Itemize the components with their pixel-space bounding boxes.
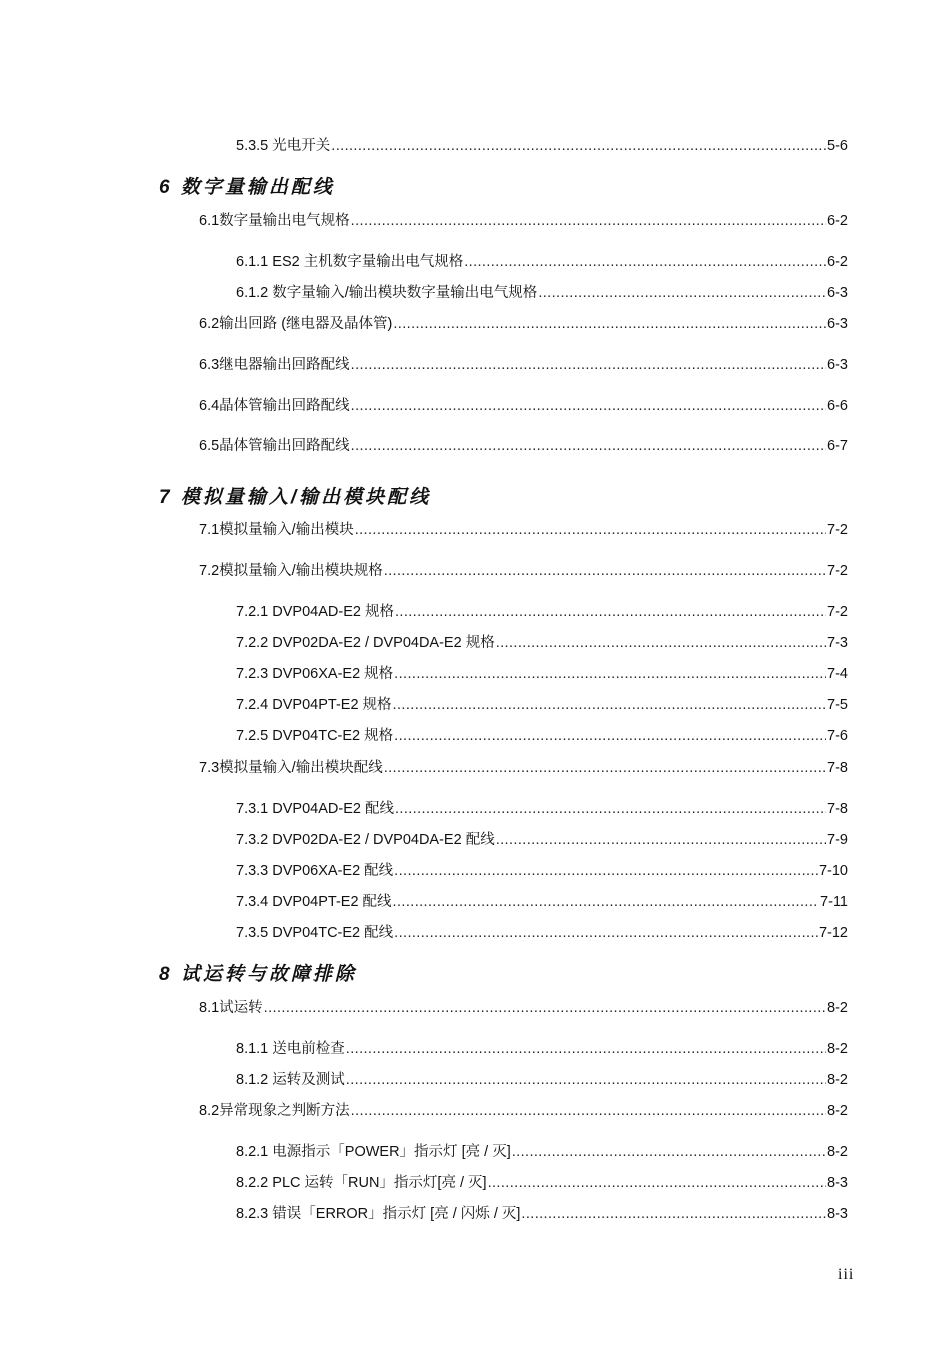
toc-entry-page: 8-2 [827,1144,848,1160]
toc-entry-title: ES2 主机数字量输出电气规格 [272,254,464,270]
toc-entry-page: 8-2 [827,1000,848,1016]
toc-entry [199,562,848,580]
toc-entry [236,1143,848,1161]
toc-entry-title: 输出回路 (继电器及晶体管) [219,316,393,332]
toc-entry [236,1040,848,1058]
toc-entry-title: DVP04PT-E2 配线 [272,894,392,910]
toc-entry-title: DVP02DA-E2 / DVP04DA-E2 配线 [272,832,495,848]
toc-entry-page: 6-6 [827,398,848,414]
toc-entry-number: 7.2.3 [236,666,269,682]
toc-entry-page: 7-2 [827,563,848,579]
toc-leader-dots [394,727,826,745]
toc-leader-dots [393,893,820,911]
toc-entry-number: 6.1.2 [236,285,269,301]
toc-entry-title: 试运转 [219,1000,263,1016]
toc-entry-title: 光电开关 [272,138,331,154]
toc-entry-number: 6.2 [199,316,220,332]
toc-leader-dots [346,1040,826,1058]
toc-entry-number: 7.2.4 [236,697,269,713]
toc-entry-title: 晶体管输出回路配线 [219,398,350,414]
toc-entry [236,1174,848,1192]
toc-entry [236,665,848,683]
toc-entry [199,397,848,415]
toc-entry-title: 模拟量输入/输出模块配线 [219,760,383,776]
toc-entry-title: 晶体管输出回路配线 [219,438,350,454]
toc-entry-page: 7-4 [827,666,848,682]
toc-entry-number: 7.1 [199,522,220,538]
toc-leader-dots [395,603,826,621]
toc-entry-number: 7.3.5 [236,925,269,941]
toc-entry-title: 数字量输出电气规格 [219,213,350,229]
toc-entry [199,437,848,455]
toc-entry [199,759,848,777]
toc-leader-dots [351,437,826,455]
toc-leader-dots [496,634,826,652]
toc-entry-number: 6.5 [199,438,220,454]
toc-entry-number: 8.2.1 [236,1144,269,1160]
toc-entry [236,253,848,271]
toc-entry-title: DVP04AD-E2 规格 [272,604,394,620]
toc-entry-title: DVP04PT-E2 规格 [272,697,392,713]
toc-leader-dots [355,521,826,539]
toc-leader-dots [394,862,818,880]
toc-leader-dots [351,1102,826,1120]
toc-entry [236,1205,848,1223]
toc-entry-page: 7-3 [827,635,848,651]
toc-entry-number: 8.1.2 [236,1072,269,1088]
toc-leader-dots [346,1071,826,1089]
chapter-heading-8: 8 试运转与故障排除 [159,964,357,985]
toc-entry [199,356,848,374]
toc-entry-page: 7-10 [818,863,848,879]
toc-entry [236,284,848,302]
toc-entry-title: 模拟量输入/输出模块规格 [219,563,383,579]
toc-leader-dots [351,397,826,415]
toc-entry-title: DVP06XA-E2 规格 [272,666,394,682]
toc-entry-title: 数字量输入/输出模块数字量输出电气规格 [272,285,538,301]
toc-entry [236,800,848,818]
toc-entry-page: 7-2 [827,522,848,538]
toc-entry-number: 7.2.1 [236,604,269,620]
toc-leader-dots [394,924,818,942]
page-number: iii [838,1266,855,1283]
toc-leader-dots [464,253,826,271]
toc-entry-title: 错误「ERROR」指示灯 [亮 / 闪烁 / 灭] [272,1206,521,1222]
toc-entry-page: 8-2 [827,1041,848,1057]
toc-entry-title: DVP04TC-E2 配线 [272,925,394,941]
toc-leader-dots [331,137,826,155]
toc-entry [236,924,848,942]
toc-entry-number: 6.1 [199,213,220,229]
toc-entry [236,862,848,880]
toc-entry-number: 8.2.2 [236,1175,269,1191]
toc-leader-dots [394,665,826,683]
toc-entry-page: 7-5 [827,697,848,713]
toc-entry [236,137,848,155]
toc-entry-number: 5.3.5 [236,138,269,154]
toc-entry [199,315,848,333]
toc-entry-title: DVP06XA-E2 配线 [272,863,394,879]
toc-leader-dots [538,284,826,302]
toc-entry-number: 7.3 [199,760,220,776]
toc-leader-dots [512,1143,826,1161]
toc-entry-title: PLC 运转「RUN」指示灯[亮 / 灭] [272,1175,487,1191]
toc-entry-title: DVP04AD-E2 配线 [272,801,394,817]
toc-entry [199,521,848,539]
toc-leader-dots [384,562,826,580]
toc-entry-title: DVP04TC-E2 规格 [272,728,394,744]
toc-entry-number: 8.1.1 [236,1041,269,1057]
toc-entry-page: 7-6 [827,728,848,744]
toc-leader-dots [351,212,826,230]
toc-entry-page: 8-2 [827,1072,848,1088]
toc-entry-page: 8-2 [827,1103,848,1119]
toc-entry [236,634,848,652]
toc-entry-number: 6.1.1 [236,254,269,270]
toc-leader-dots [264,999,826,1017]
toc-entry-number: 7.2 [199,563,220,579]
toc-leader-dots [496,831,826,849]
toc-leader-dots [395,800,826,818]
toc-entry-number: 7.3.4 [236,894,269,910]
toc-entry-number: 7.3.2 [236,832,269,848]
toc-entry [236,727,848,745]
toc-entry-page: 6-7 [827,438,848,454]
toc-entry-number: 7.3.1 [236,801,269,817]
toc-entry-page: 8-3 [827,1206,848,1222]
toc-entry [236,603,848,621]
toc-entry-title: 电源指示「POWER」指示灯 [亮 / 灭] [272,1144,511,1160]
toc-entry-page: 6-3 [827,357,848,373]
toc-entry-page: 6-2 [827,254,848,270]
toc-entry-number: 7.2.5 [236,728,269,744]
toc-entry-number: 7.2.2 [236,635,269,651]
toc-entry-number: 8.2.3 [236,1206,269,1222]
toc-entry [236,831,848,849]
toc-entry-page: 6-3 [827,285,848,301]
toc-entry-page: 7-11 [820,894,848,910]
toc-entry-number: 8.1 [199,1000,220,1016]
toc-leader-dots [488,1174,826,1192]
toc-entry-page: 6-3 [827,316,848,332]
toc-entry-title: 模拟量输入/输出模块 [219,522,354,538]
toc-leader-dots [384,759,826,777]
toc-entry-title: 送电前检查 [272,1041,345,1057]
toc-entry-page: 7-2 [827,604,848,620]
toc-entry-page: 5-6 [827,138,848,154]
toc-entry [199,999,848,1017]
toc-entry-page: 7-12 [818,925,848,941]
toc-entry [236,893,848,911]
toc-entry-number: 6.4 [199,398,220,414]
toc-entry-title: 继电器输出回路配线 [219,357,350,373]
toc-entry-number: 6.3 [199,357,220,373]
toc-leader-dots [393,696,826,714]
toc-entry-page: 7-8 [827,760,848,776]
toc-entry-title: DVP02DA-E2 / DVP04DA-E2 规格 [272,635,495,651]
toc-entry-title: 异常现象之判断方法 [219,1103,350,1119]
toc-entry-page: 7-9 [827,832,848,848]
toc-entry [236,1071,848,1089]
toc-entry-title: 运转及测试 [272,1072,345,1088]
toc-entry-number: 8.2 [199,1103,220,1119]
toc-entry-page: 8-3 [827,1175,848,1191]
toc-entry-page: 7-8 [827,801,848,817]
toc-entry-page: 6-2 [827,213,848,229]
chapter-heading-6: 6 数字量输出配线 [159,177,335,198]
toc-leader-dots [351,356,826,374]
toc-entry [199,212,848,230]
toc-entry [199,1102,848,1120]
toc-entry [236,696,848,714]
toc-leader-dots [521,1205,826,1223]
toc-leader-dots [393,315,826,333]
toc-entry-number: 7.3.3 [236,863,269,879]
chapter-heading-7: 7 模拟量输入/输出模块配线 [159,487,432,508]
